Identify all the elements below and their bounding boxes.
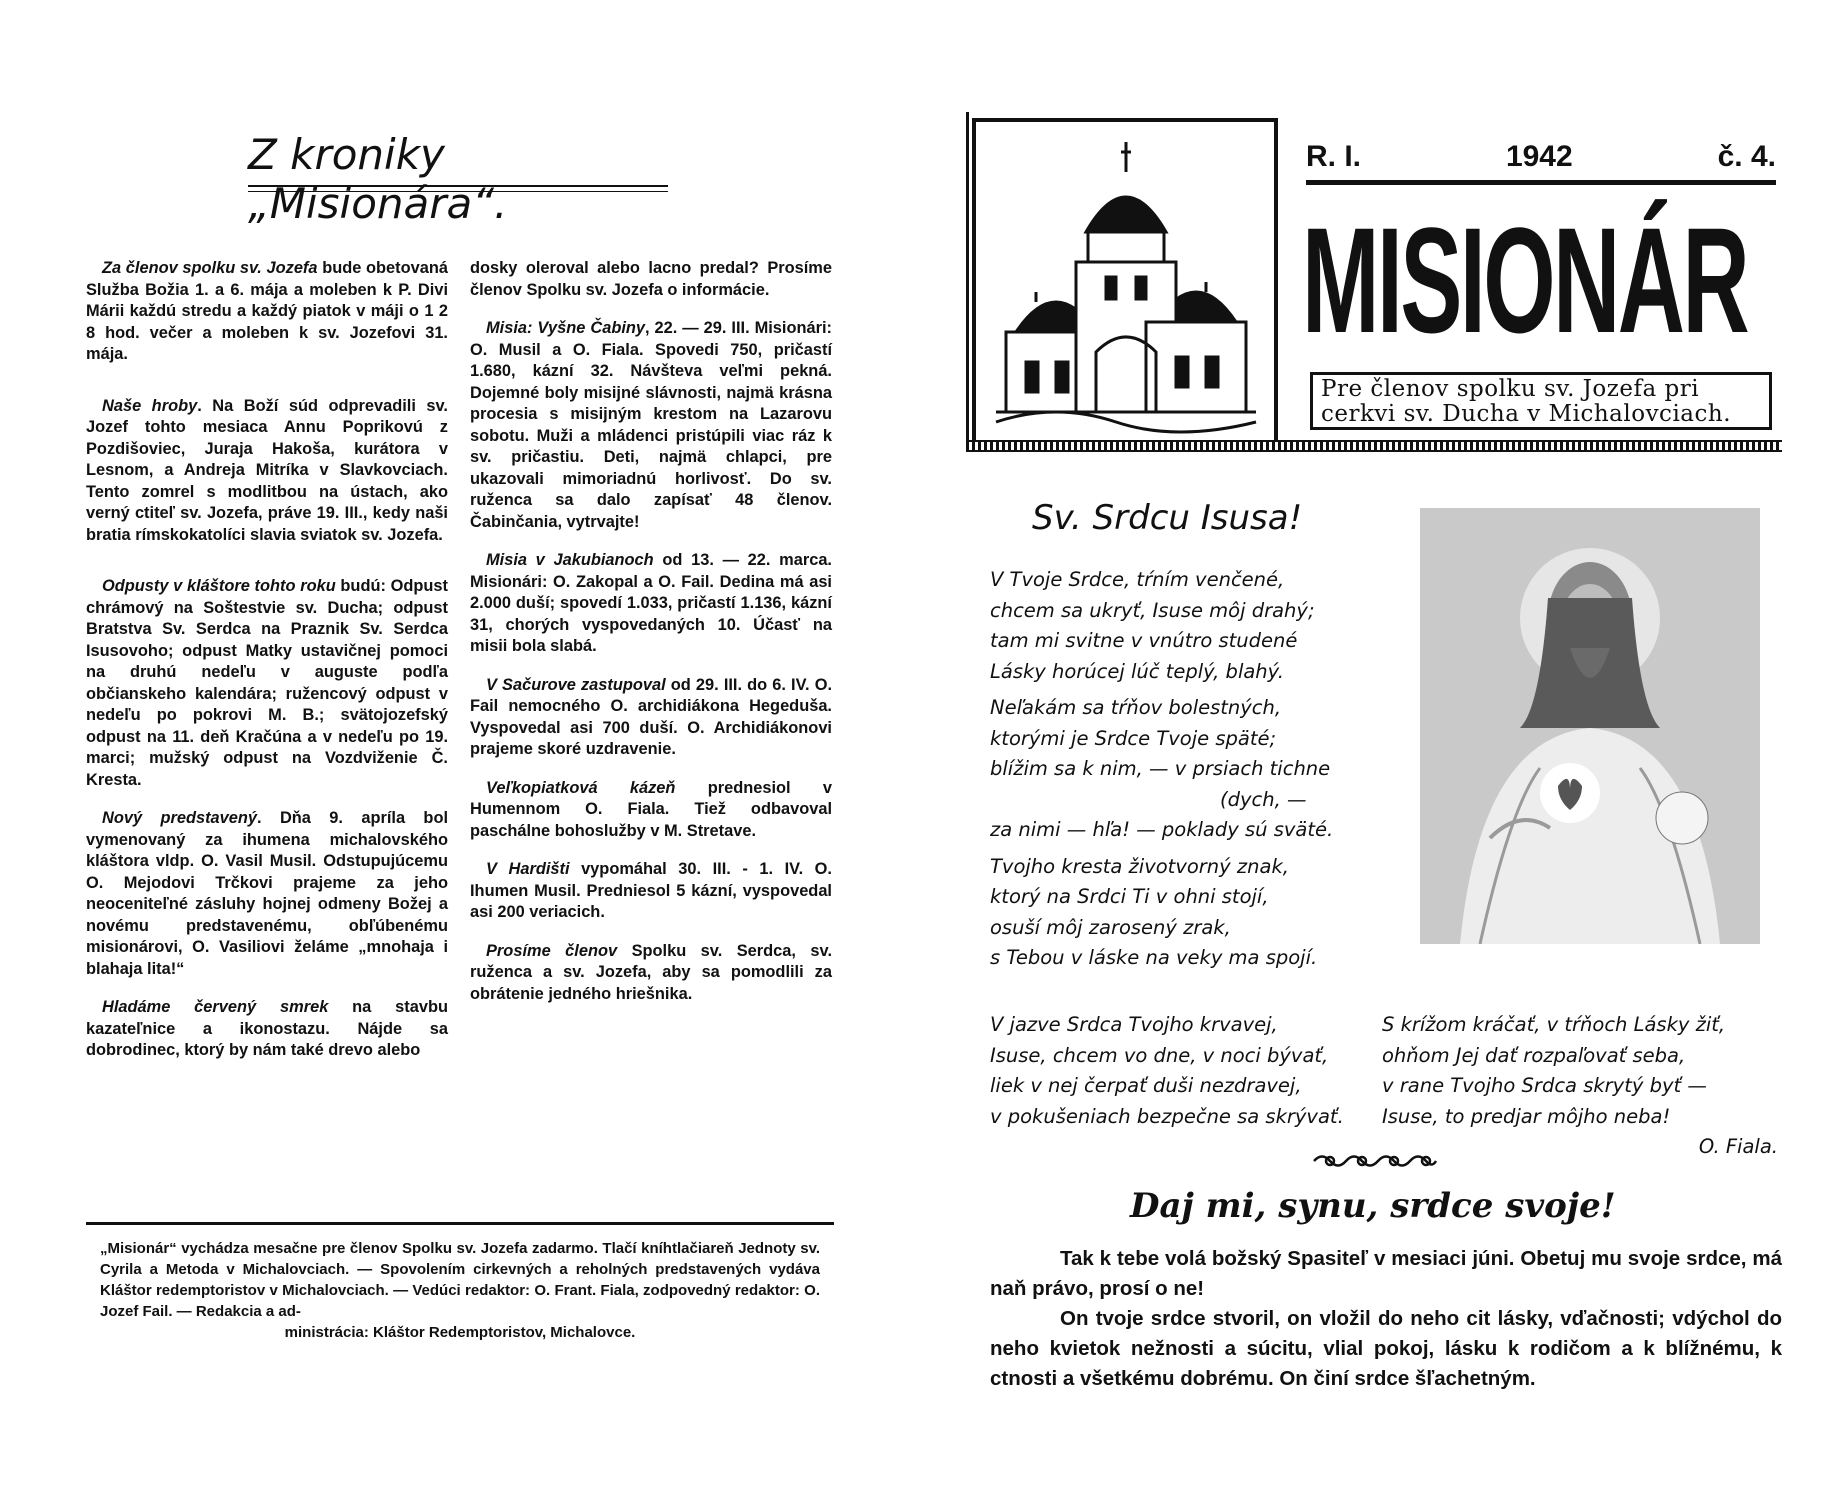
title-rule (248, 191, 668, 192)
paragraph: Misia v Jakubianoch od 13. — 22. marca. Misionári: O. Zakopal a O. Fail. Dedina má asi 2.000 duší; spovedí 1.033, pričastí 1.136, kázní 31, chorých vyspovedaných 10. Účasť na misii bola slabá. (470, 551, 832, 655)
poem-title: Sv. Srdcu Isusa! (1032, 498, 1303, 538)
sacred-heart-icon (1420, 508, 1760, 944)
left-page (0, 0, 900, 1500)
stanza: V jazve Srdca Tvojho krvavej, Isuse, chcem vo dne, v noci bývať, liek v nej čerpať duši nezdravej, v pokušeniach bezpečne sa skrývať. (990, 1013, 1344, 1128)
page-title: Z kroniky „Misionára“. (248, 130, 508, 228)
paragraph: On tvoje srdce stvoril, on vložil do neho cit lásky, vďačnosti; vdýchol do neho kvietok nežnosti a súcitu, vlial pokoj, lásku k rodičom a k blížnému, k ctnosti a všetkému dobrému. On činí srdce šľachetným. (990, 1307, 1782, 1390)
issue-info (1306, 140, 1776, 174)
ornament-icon (1310, 1150, 1440, 1172)
ornamental-border (966, 440, 1782, 452)
right-page (940, 0, 1824, 1500)
article-title: Daj mi, synu, srdce svoje! (1130, 1186, 1616, 1226)
church-icon (976, 122, 1274, 440)
paragraph: V Hardišti vypomáhal 30. III. - 1. IV. O. Ihumen Musil. Predniesol 5 kázní, vyspovedal asi 200 veriacich. (470, 860, 832, 921)
divider (966, 112, 969, 448)
imprint: „Misionár“ vychádza mesačne pre členov Spolku sv. Jozefa zadarmo. Tlačí kníhtlačiareň Jednoty sv. Cyrila a Metoda v Michalovciach. — Spovolením cirkevných a reholných predstavených vydáva Kláštor redemptoristov v Michalovciach. — Vedúci redaktor: O. Frant. Fiala, zodpovedný redaktor: O. Jozef Fail. — Redakcia a ad- ministrácia: Kláštor Redemptoristov, Michalovce. (100, 1240, 820, 1341)
stanza: S krížom kráčať, v tŕňoch Lásky žiť, ohňom Jej dať rozpaľovať seba, v rane Tvojho Srdca skrytý byť — Isuse, to predjar môjho neba! O. Fiala. (1382, 1010, 1782, 1163)
paragraph: Misia: Vyšne Čabiny, 22. — 29. III. Misionári: O. Musil a O. Fiala. Spovedi 750, pričastí 1.680, kázní 32. Návšteva veľmi pekná. Dojemné boly misijné slávnosti, najmä krásna procesia s misijným krestom na Lazarovu sobotu. Muži a mládenci pristúpili viac ráz k sv. pričastiu. Deti, najmä chlapci, pre ukazovali mimoriadnú horlivosť. Do sv. ruženca sa dalo zapísať 48 členov. Čabinčania, vytrvajte! (470, 319, 832, 531)
masthead-subtitle: Pre členov spolku sv. Jozefa pri cerkvi sv. Ducha v Michalovciach. (1310, 372, 1772, 430)
masthead-title: MISIONÁR (1302, 196, 1748, 364)
title-rule (248, 185, 668, 187)
poem (990, 565, 1370, 980)
paragraph: Naše hroby. Na Boží súd odprevadili sv. Jozef tohto mesiaca Annu Poprikovú z Pozdišoviec, Juraja Hakoša, kurátora v Lesnom, a Andreja Mitríka v Slavkovciach. Tento zomrel s modlitbou na ústach, ako verný ctiteľ sv. Jozefa, práve 19. III., kedy naši bratia rímskokatolíci slavia sviatok sv. Jozefa. (86, 396, 448, 544)
poem-author: O. Fiala. (1698, 1135, 1778, 1158)
stanza: Tvojho kresta životvorný znak, ktorý na Srdci Ti v ohni stojí, osuší môj zarosený zrak, s Tebou v láske na veky ma spojí. (990, 854, 1318, 969)
article-body (990, 1244, 1782, 1394)
stanza: V Tvoje Srdce, tŕním venčené, chcem sa ukryť, Isuse môj drahý; tam mi svitne v vnútro studené Lásky horúcej lúč teplý, blahý. (990, 568, 1315, 683)
paragraph: dosky oleroval alebo lacno predal? Prosíme členov Spolku sv. Jozefa o informácie. (470, 259, 832, 299)
sacred-heart-image (1420, 508, 1760, 944)
divider (86, 1222, 834, 1225)
paragraph: V Sačurove zastupoval od 29. III. do 6. IV. O. Fail nemocného O. archidiákona Hegeduša. Vyspovedal asi 700 duší. O. Archidiákonovi prajeme skoré uzdravenie. (470, 675, 833, 758)
stanza: Neľakám sa tŕňov bolestných, ktorými je Srdce Tvoje späté; blížim sa k nim, — v prsiach tichne (dych, — za nimi — hľa! — poklady sú sväté. (990, 696, 1334, 841)
paragraph: Za členov spolku sv. Jozefa bude obetovaná Služba Božia 1. a 6. mája a moleben k P. Divi Márii každú stredu a každý piatok v máji o 1 2 8 hod. večer a moleben k sv. Jozefovi 31. mája. (86, 259, 449, 363)
divider (1306, 180, 1776, 185)
column-right (470, 258, 832, 1022)
paragraph: Hladáme červený smrek na stavbu kazateľnice a ikonostazu. Nájde sa dobrodinec, ktorý by nám také drevo alebo (86, 998, 448, 1059)
year-label: 1942 (1505, 140, 1573, 173)
paragraph: Nový predstavený. Dňa 9. apríla bol vymenovaný za ihumena michalovského kláštora vldp. O. Vasil Musil. Odstupujúcemu O. Mejodovi Trčkovi prajeme za jeho neoceniteľné zásluhy hojnej odmeny Božej a novému predstavenému, obľúbenému misionárovi, O. Vasiliovi želáme „mnohaja i blahaja lita!“ (86, 809, 449, 978)
paragraph: Tak k tebe volá božský Spasiteľ v mesiaci júni. Obetuj mu svoje srdce, má naň právo, prosí o ne! (990, 1247, 1782, 1300)
paragraph: Odpusty v kláštore tohto roku budú: Odpust chrámový na Soštestvie sv. Ducha; odpust Bratstva Sv. Serdca na Praznik Sv. Serdca Isusovoho; odpust Matky ustavičnej pomoci na druhú nedeľu v auguste podľa občianskeho kalendára; ružencový odpust v nedeľu po pokrovi M. B.; svätojozefský odpust na 11. deň Kračúna a v nedeľu po 19. marci; mužský odpust na Vozdviženie Č. Kresta. (86, 577, 448, 789)
column-left (86, 258, 448, 1079)
issue-label: č. 4. (1717, 140, 1776, 173)
paragraph: Veľkopiatková kázeň prednesiol v Humennom O. Fiala. Tiež odbavoval paschálne bohoslužby v M. Stretave. (470, 778, 832, 840)
volume-label: R. I. (1306, 140, 1362, 173)
church-illustration (972, 118, 1278, 444)
paragraph: Prosíme členov Spolku sv. Serdca, sv. ruženca a sv. Jozefa, aby sa pomodlili za obrátenie jedného hriešnika. (470, 941, 832, 1003)
